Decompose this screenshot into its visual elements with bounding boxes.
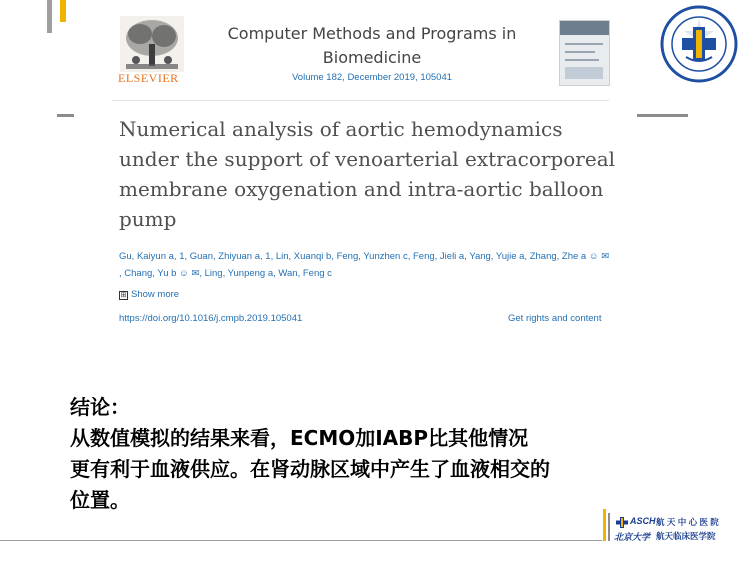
conclusion-heading: 结论： [70,395,130,419]
doi-link[interactable]: https://doi.org/10.1016/j.cmpb.2019.105041 [119,313,303,324]
footer-divider [0,540,602,541]
footer-university-name: 北京大学 [614,533,651,543]
hospital-seal-icon [660,5,738,83]
decor-rule-right [637,114,688,117]
hospital-logo-icon [614,517,630,528]
journal-name[interactable]: Computer Methods and Programs in Biomedicine [227,24,517,67]
elsevier-wordmark: ELSEVIER [118,71,179,85]
footer-hospital-name: 航 天 中 心 医 院 [656,517,719,527]
journal-cover-thumbnail[interactable] [559,20,610,86]
footer-bar-yellow [603,509,606,541]
footer-school-name: 航天临床医学院 [656,531,716,541]
show-more-button[interactable]: ⊞ Show more [120,289,180,300]
author-list[interactable]: Gu, Kaiyun a, 1, Guan, Zhiyuan a, 1, Lin, Xuanqi b, Feng, Yunzhen c, Feng, Jieli a, Yang, Yujie a, Zhang, Zhe a ☺ ✉ , Chang, Yu b ☺ ✉, Ling, Yunpeng a, Wan, Feng c [119,251,610,279]
decor-rule-left [57,114,74,117]
conclusion-text: 结论： 从数值模拟的结果来看，ECMO加IABP比其他情况 更有利于血液供应。在肾动脉区域中产生了血液相交的 位置。 [70,392,710,516]
expand-icon: ⊞ [120,292,127,299]
header-divider [112,100,609,101]
footer-bar-gray [608,513,610,541]
decor-bar-yellow [60,0,66,22]
article-screenshot [112,0,616,330]
article-title: Numerical analysis of aortic hemodynamics under the support of venoarterial extracorporeal membrane oxygenation and intra-aortic balloon pump [119,117,616,231]
volume-link[interactable]: Volume 182, December 2019, 105041 [291,72,453,83]
footer-abbreviation: ASCH [630,516,656,526]
decor-bar-gray [47,0,52,33]
rights-link[interactable]: Get rights and content [508,313,602,324]
